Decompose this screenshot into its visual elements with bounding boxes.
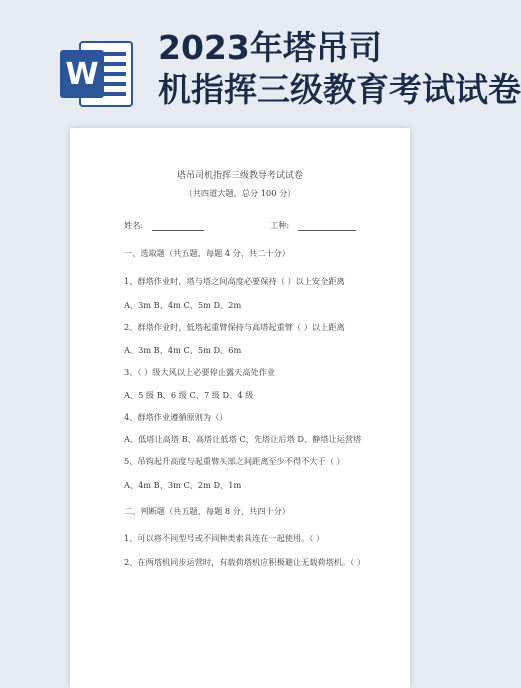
question-5: 5、吊钩起升高度与起重臂头部之间距离至少不得不大于（ ） (124, 456, 345, 466)
banner-title-line-1: 2023年塔吊司 (158, 28, 382, 67)
judgement-2: 2、在两塔机同步运营时，有载荷塔机应积极避让无载荷塔机。（ ） (124, 557, 366, 567)
question-2: 2、群塔作业时，低塔起重臂保持与高塔起重臂（ ）以上距离 (124, 322, 345, 332)
question-5-options: A、4m B、3m C、2m D、1m (124, 480, 242, 490)
question-1-options: A、3m B、4m C、5m D、2m (124, 300, 242, 310)
section-2-heading: 二、判断题（共五题，每题 8 分，共四十分） (124, 506, 290, 516)
job-blank[interactable] (298, 221, 356, 231)
document-title: 塔吊司机指挥三级教导考试试卷 (176, 171, 303, 181)
name-blank[interactable] (152, 221, 204, 231)
question-2-options: A、3m B、4m C、5m D、6m (124, 345, 242, 355)
question-3: 3、（ ）级大风以上必要停止露天高处作业 (124, 367, 276, 377)
question-1: 1、群塔作业时，塔与塔之间高度必要保持（ ）以上安全距离 (124, 276, 345, 286)
question-4: 4、群塔作业遵循原则为（） (124, 412, 228, 422)
document-page (70, 128, 410, 688)
question-4-options: A、低塔让高塔 B、高塔让低塔 C、先塔让后塔 D、静塔让运营塔 (124, 434, 362, 444)
banner-title-line-2: 机指挥三级教育考试试卷 (158, 70, 521, 109)
word-icon (58, 38, 136, 110)
word-logo-letter: W (65, 57, 99, 92)
section-1-heading: 一、选取题（共五题，每题 4 分，共二十分） (124, 248, 290, 258)
name-label: 姓名: (124, 220, 144, 230)
question-3-options: A、5 级 B、6 级 C、7 级 D、4 级 (124, 390, 254, 400)
judgement-1: 1、可以将不同型号或不同种类索具连在一起使用。（ ） (124, 533, 325, 543)
name-field (124, 220, 204, 231)
job-field (270, 220, 356, 231)
document-subtitle: （共四道大题，总分 100 分） (184, 188, 296, 198)
job-label: 工种: (270, 220, 290, 230)
